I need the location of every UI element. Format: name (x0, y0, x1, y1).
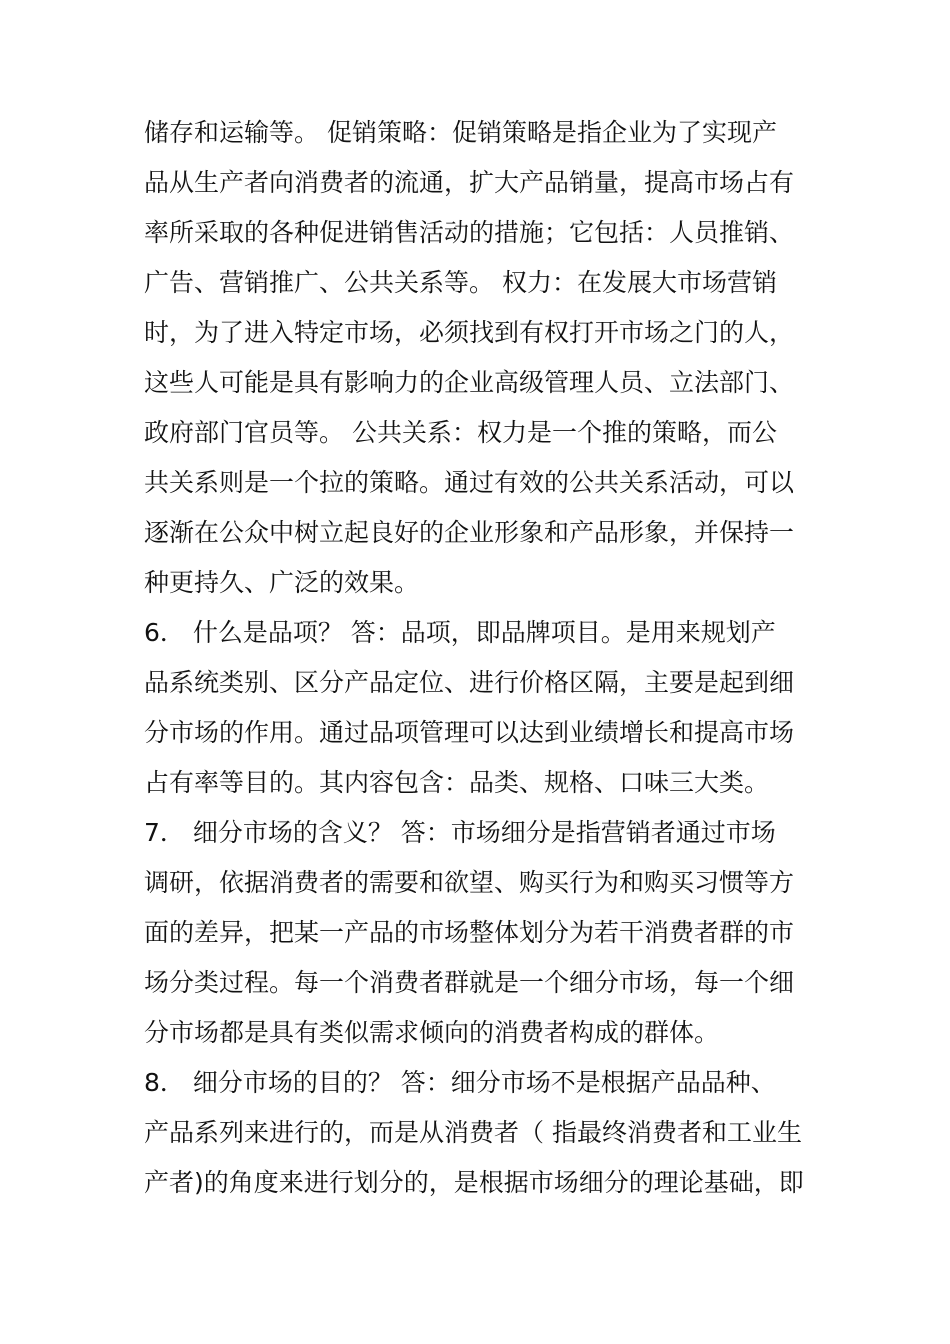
text-line: 分市场都是具有类似需求倾向的消费者构成的群体。 (144, 1018, 720, 1047)
text-line: 调研，依据消费者的需要和欲望、购买行为和购买习惯等方 (144, 868, 795, 897)
body-text (144, 108, 834, 1208)
text-line: 品从生产者向消费者的流通，扩大产品销量，提高市场占有 (144, 168, 795, 197)
text-line: 政府部门官员等。 公共关系：权力是一个推的策略，而公 (144, 418, 777, 447)
text-line: 6． 什么是品项？ 答：品项，即品牌项目。是用来规划产 (144, 618, 776, 647)
text-line: 共关系则是一个拉的策略。通过有效的公共关系活动，可以 (144, 468, 795, 497)
text-line: 储存和运输等。 促销策略：促销策略是指企业为了实现产 (144, 118, 777, 147)
text-line: 品系统类别、区分产品定位、进行价格区隔，主要是起到细 (144, 668, 795, 697)
text-line: 时，为了进入特定市场，必须找到有权打开市场之门的人， (144, 318, 795, 347)
text-line: 面的差异，把某一产品的市场整体划分为若干消费者群的市 (144, 918, 795, 947)
text-line: 场分类过程。每一个消费者群就是一个细分市场，每一个细 (144, 968, 795, 997)
text-line: 7． 细分市场的含义？ 答：市场细分是指营销者通过市场 (144, 818, 776, 847)
text-line: 分市场的作用。通过品项管理可以达到业绩增长和提高市场 (144, 718, 795, 747)
text-line: 逐渐在公众中树立起良好的企业形象和产品形象，并保持一 (144, 518, 795, 547)
text-line: 广告、营销推广、公共关系等。 权力：在发展大市场营销 (144, 268, 777, 297)
text-line: 种更持久、广泛的效果。 (144, 568, 420, 597)
text-line: 产品系列来进行的，而是从消费者（ 指最终消费者和工业生 (144, 1118, 802, 1147)
text-line: 占有率等目的。其内容包含：品类、规格、口味三大类。 (144, 768, 770, 797)
text-line: 率所采取的各种促进销售活动的措施；它包括：人员推销、 (144, 218, 795, 247)
text-line: 产者)的角度来进行划分的，是根据市场细分的理论基础，即 (144, 1168, 804, 1197)
text-line: 8． 细分市场的目的？ 答：细分市场不是根据产品品种、 (144, 1068, 776, 1097)
text-line: 这些人可能是具有影响力的企业高级管理人员、立法部门、 (144, 368, 795, 397)
